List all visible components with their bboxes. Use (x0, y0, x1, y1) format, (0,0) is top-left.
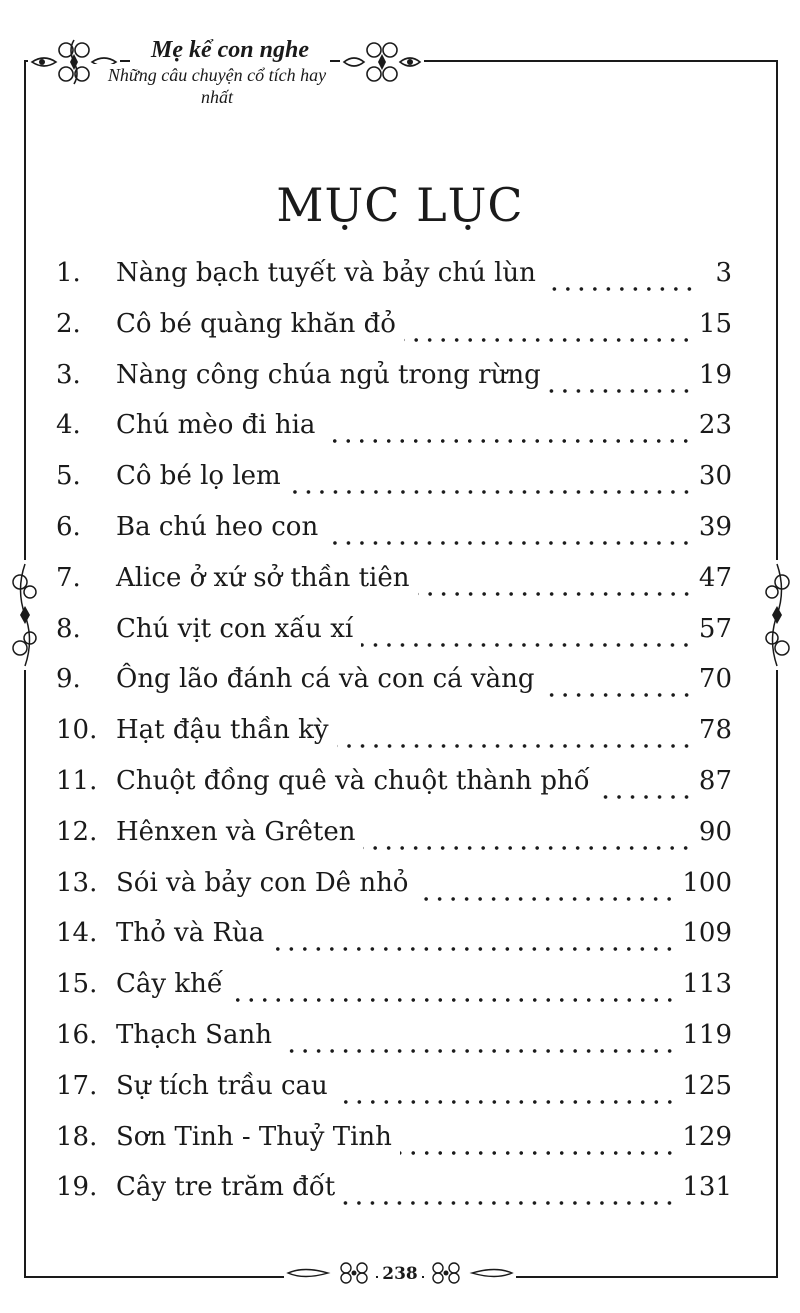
toc-entry (56, 1164, 732, 1215)
toc-entry-page: 131 (676, 1164, 732, 1210)
toc-dot-leader (280, 1012, 676, 1058)
toc-entry-number: 12. (56, 816, 98, 847)
toc-entry (56, 910, 732, 961)
book-subtitle: Những câu chuyện cổ tích hay nhất (92, 64, 342, 108)
divider-flourish-icon (284, 1258, 376, 1288)
divider-flourish-icon (424, 1258, 516, 1288)
toc-dot-leader (272, 910, 676, 956)
toc-entry-number: 9. (56, 664, 81, 695)
toc-entry-page: 129 (676, 1114, 732, 1160)
toc-entry-number: 14. (56, 918, 98, 949)
toc-entry (56, 758, 732, 809)
toc-entry-number: 10. (56, 715, 98, 746)
toc-entry-page: 90 (693, 809, 732, 855)
toc-entry-number: 2. (56, 308, 81, 339)
toc-entry (56, 1063, 732, 1114)
toc-entry-title: Alice ở xứ sở thần tiên (116, 555, 418, 601)
toc-entry-number: 8. (56, 613, 81, 644)
toc-entry (56, 555, 732, 606)
toc-entry-page: 125 (676, 1063, 732, 1109)
toc-entry-page: 78 (693, 707, 732, 753)
toc-entry-title: Hênxen và Grêten (116, 809, 363, 855)
toc-entry-page: 3 (696, 250, 732, 296)
toc-entry-title: Chú mèo đi hia (116, 402, 323, 448)
book-title: Mẹ kể con nghe (130, 36, 330, 64)
toc-dot-leader (598, 758, 693, 804)
page-title: MỤC LỤC (276, 178, 524, 232)
toc-entry (56, 860, 732, 911)
toc-entry-title: Ba chú heo con (116, 504, 326, 550)
toc-entry-title: Nàng bạch tuyết và bảy chú lùn (116, 250, 544, 296)
toc-entry-page: 113 (676, 961, 732, 1007)
toc-entry-page: 87 (693, 758, 732, 804)
toc-dot-leader (361, 606, 693, 652)
toc-entry (56, 656, 732, 707)
toc-entry-page: 70 (693, 656, 732, 702)
toc-entry-page: 15 (693, 301, 732, 347)
toc-dot-leader (404, 301, 693, 347)
toc-dot-leader (544, 250, 696, 296)
toc-entry-title: Sơn Tinh - Thuỷ Tinh (116, 1114, 400, 1160)
toc-entry (56, 1012, 732, 1063)
toc-entry-number: 19. (56, 1172, 98, 1203)
toc-entry-number: 16. (56, 1019, 98, 1050)
toc-entry-title: Chuột đồng quê và chuột thành phố (116, 758, 598, 804)
toc-dot-leader (337, 707, 693, 753)
toc-entry (56, 809, 732, 860)
toc-entry-title: Cô bé quàng khăn đỏ (116, 301, 404, 347)
toc-dot-leader (289, 453, 693, 499)
toc-entry-number: 15. (56, 969, 98, 1000)
toc-entry (56, 352, 732, 403)
toc-dot-leader (416, 860, 676, 906)
toc-dot-leader (549, 352, 693, 398)
toc-dot-leader (343, 1164, 676, 1210)
toc-entry-title: Cô bé lọ lem (116, 453, 289, 499)
toc-entry-page: 57 (693, 606, 732, 652)
page-number: 238 (378, 1262, 422, 1286)
toc-dot-leader (400, 1114, 676, 1160)
toc-entry-page: 109 (676, 910, 732, 956)
toc-entry-page: 119 (676, 1012, 732, 1058)
toc-dot-leader (231, 961, 677, 1007)
toc-entry-title: Thỏ và Rùa (116, 910, 272, 956)
toc-dot-leader (326, 504, 693, 550)
toc-entry-number: 6. (56, 511, 81, 542)
scroll-ornament-icon (760, 560, 794, 670)
toc-entry-title: Cây khế (116, 961, 231, 1007)
toc-entry-page: 19 (693, 352, 732, 398)
toc-entry (56, 504, 732, 555)
toc-entry (56, 707, 732, 758)
toc-entry-page: 30 (693, 453, 732, 499)
toc-entry-number: 13. (56, 867, 98, 898)
toc-entry-title: Cây tre trăm đốt (116, 1164, 343, 1210)
toc-entry-number: 17. (56, 1070, 98, 1101)
toc-entry-page: 47 (693, 555, 732, 601)
toc-dot-leader (336, 1063, 677, 1109)
toc-entry-page: 39 (693, 504, 732, 550)
toc-entry-number: 3. (56, 359, 81, 390)
toc-dot-leader (543, 656, 693, 702)
toc-entry (56, 453, 732, 504)
toc-dot-leader (418, 555, 693, 601)
scroll-ornament-icon (8, 560, 42, 670)
toc-entry-title: Ông lão đánh cá và con cá vàng (116, 656, 543, 702)
toc-entry (56, 402, 732, 453)
flourish-icon (340, 36, 424, 88)
toc-entry-title: Hạt đậu thần kỳ (116, 707, 337, 753)
table-of-contents (56, 250, 732, 1215)
toc-entry-title: Sự tích trầu cau (116, 1063, 336, 1109)
toc-entry-title: Chú vịt con xấu xí (116, 606, 361, 652)
toc-entry-number: 18. (56, 1121, 98, 1152)
toc-entry (56, 1114, 732, 1165)
toc-entry-number: 5. (56, 461, 81, 492)
toc-entry (56, 606, 732, 657)
toc-entry-number: 4. (56, 410, 81, 441)
toc-entry-number: 7. (56, 562, 81, 593)
toc-dot-leader (363, 809, 692, 855)
toc-entry (56, 961, 732, 1012)
toc-entry-title: Thạch Sanh (116, 1012, 280, 1058)
toc-entry-number: 11. (56, 765, 98, 796)
toc-entry-page: 100 (676, 860, 732, 906)
toc-entry-number: 1. (56, 258, 81, 288)
toc-entry-title: Nàng công chúa ngủ trong rừng (116, 352, 549, 398)
toc-dot-leader (323, 402, 693, 448)
toc-entry-page: 23 (693, 402, 732, 448)
toc-entry (56, 301, 732, 352)
toc-entry-title: Sói và bảy con Dê nhỏ (116, 860, 416, 906)
toc-entry (56, 250, 732, 301)
